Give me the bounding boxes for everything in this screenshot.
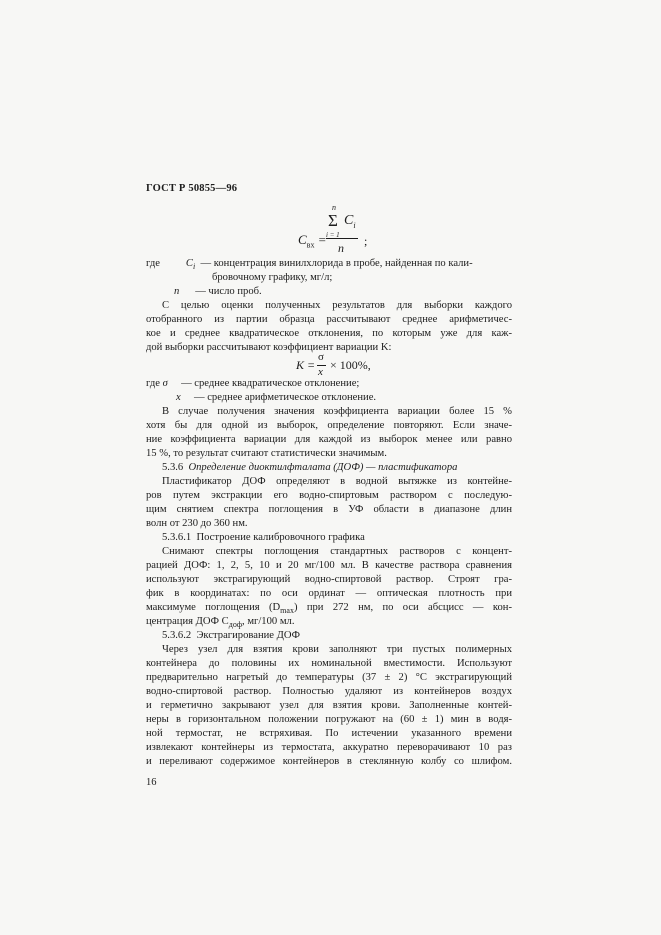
definition-line: где $C_i$ — концентрация винилхлорида в пробе, найденная по кали- <box>146 258 473 272</box>
document-header: ГОСТ Р 50855—96 <box>146 183 238 194</box>
paragraph-line: предварительно нагретый до температуры (37 ± 2) °С экстрагирующий <box>146 672 512 683</box>
paragraph-line: В случае получения значения коэффициента вариации более 15 % <box>162 406 512 417</box>
paragraph-line: рацией ДОФ: 1, 2, 5, 10 и 20 мг/100 мл. В качестве раствора сравнения <box>146 560 512 571</box>
paragraph-line: отобранного из партии образца рассчитывают среднее арифметичес- <box>146 314 512 325</box>
formula-tail: ; <box>364 234 368 248</box>
paragraph-line: ров путем экстракции его водно-спиртовым раствором с последую- <box>146 490 512 501</box>
paragraph-line: Через узел для взятия крови заполняют три пустых полимерных <box>162 644 512 655</box>
section-heading: 5.3.6 Определение диоктилфталата (ДОФ) — пластификатора <box>162 462 458 473</box>
definition-line: бровочному графику, мг/л; <box>212 272 333 283</box>
formula-denominator: n <box>338 241 344 255</box>
formula-numerator: σ <box>318 351 324 363</box>
formula-lhs: $C_{вх}$ = <box>298 232 327 250</box>
paragraph-line: хотя бы для одной из выборок, определение повторяют. Если значе- <box>146 420 512 431</box>
paragraph-line: ной термостат, не встряхивая. По истечении указанного времени <box>146 728 512 739</box>
paragraph-line: и герметично закрывают узел для взятия крови. Заполненные контей- <box>146 700 512 711</box>
formula-lhs: K = <box>296 358 316 372</box>
paragraph-line: неры в горизонтальном положении погружают на (60 ± 1) мин в водя- <box>146 714 512 725</box>
page-number: 16 <box>146 777 157 788</box>
paragraph-line: кое и среднее квадратическое отклонения, по которым уже для каж- <box>146 328 512 339</box>
paragraph-line: ние коэффициента вариации для каждой из выборок менее или равно <box>146 434 512 445</box>
formula-denominator: x <box>318 366 323 378</box>
formula-variation <box>296 352 386 376</box>
section-heading: 5.3.6.1 Построение калибровочного графика <box>162 532 365 543</box>
paragraph-line: волн от 230 до 360 нм. <box>146 518 248 529</box>
paragraph-line: и переливают содержимое контейнеров в стеклянную колбу со шлифом. <box>146 756 512 767</box>
sum-upper-limit: n <box>332 203 336 212</box>
definition-line: x — среднее арифметическое отклонение. <box>176 392 377 403</box>
paragraph-line: центрация ДОФ $C_{доф}$, мг/100 мл. <box>146 616 295 630</box>
sum-symbol: Σ <box>328 211 338 230</box>
paragraph-line: водно-спиртовой раствор. Полностью удаляют из контейнеров воздух <box>146 686 512 697</box>
section-heading: 5.3.6.2 Экстрагирование ДОФ <box>162 630 301 641</box>
fraction-bar <box>326 238 358 239</box>
paragraph-line: извлекают контейнеры из термостата, аккуратно переворачивают 10 раз <box>146 742 512 753</box>
paragraph-line: контейнера до половины их номинальной вместимости. Используют <box>146 658 512 669</box>
paragraph-line: Снимают спектры поглощения стандартных растворов с концент- <box>162 546 512 557</box>
paragraph-line: фик в координатах: по оси ординат — оптическая плотность при <box>146 588 512 599</box>
paragraph-line: используют экстрагирующий водно-спиртовой раствор. Строят гра- <box>146 574 512 585</box>
sum-term: $C_i$ <box>344 213 356 230</box>
definition-line: где σ — среднее квадратическое отклонение; <box>146 378 360 389</box>
paragraph-line: 15 %, то результат считают статистически значимым. <box>146 448 387 459</box>
formula-rest: × 100%, <box>330 358 371 372</box>
definition-line: n — число проб. <box>174 286 262 297</box>
paragraph-line: щим снятием спектра поглощения в УФ области в диапазоне длин <box>146 504 512 515</box>
paragraph-line: дой выборки рассчитывают коэффициент вариации K: <box>146 342 392 353</box>
paragraph-line: Пластификатор ДОФ определяют в водной вытяжке из контейне- <box>162 476 512 487</box>
paragraph-line: С целью оценки полученных результатов для выборки каждого <box>162 300 512 311</box>
paragraph-line: максимуме поглощения $(D_{max})$ при 272 нм, по оси абсцисс — кон- <box>146 602 512 616</box>
formula-concentration <box>298 203 408 257</box>
sum-lower-limit: i = 1 <box>326 231 340 239</box>
